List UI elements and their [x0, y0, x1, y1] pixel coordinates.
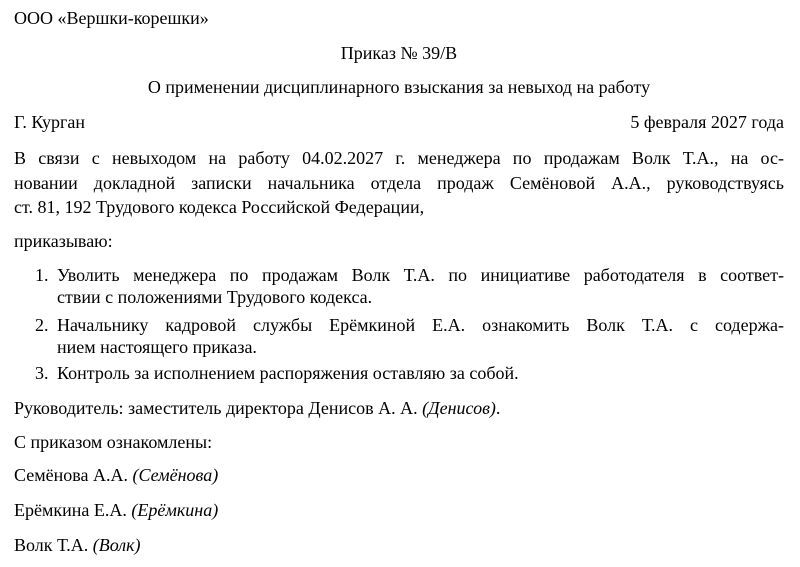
list-item-continuation: нием настоящего приказа. [57, 337, 257, 357]
order-subject: О применении дисциплинарного взыскания за невыход на работу [147, 77, 651, 97]
city-date-row [14, 111, 784, 133]
acknowledged-heading: С приказом ознакомлены: [14, 432, 213, 452]
list-item [35, 314, 784, 358]
list-item [35, 264, 784, 308]
acknowledged-person [14, 499, 218, 521]
organization-name: ООО «Вершки-корешки» [14, 8, 209, 28]
list-item-continuation: ствии с положениями Трудового кодекса. [57, 287, 373, 307]
director-title: Руководитель: заместитель директора Денисов А. А. [14, 398, 418, 418]
list-item-number: 2. [35, 315, 49, 335]
director-signature-line [14, 397, 500, 419]
preamble-line-3: ст. 81, 192 Трудового кодекса Российской Федерации, [14, 197, 425, 217]
list-item-text: Начальнику кадровой службы Ерёмкиной Е.А. ознакомить Волк Т.А. с содержа- [57, 315, 784, 335]
document-page [14, 0, 784, 567]
director-handwritten-signature: (Денисов) [422, 398, 496, 418]
list-item-line [35, 314, 784, 336]
person-signature: (Ерёмкина) [131, 500, 219, 520]
person-signature: (Волк) [92, 535, 141, 555]
list-item-text: Контроль за исполнением распоряжения оставляю за собой. [57, 363, 519, 383]
order-word: приказываю: [14, 231, 113, 251]
list-item-number: 3. [35, 363, 49, 383]
list-item-text: Уволить менеджера по продажам Волк Т.А. по инициативе работодателя в соответ- [57, 265, 784, 285]
list-item [35, 362, 784, 384]
order-date: 5 февраля 2027 года [630, 112, 784, 132]
preamble-line-2: новании докладной записки начальника отдела продаж Семёновой А.А., руководствуясь [14, 173, 784, 193]
preamble-line-1: В связи с невыходом на работу 04.02.2027 г. менеджера по продажам Волк Т.А., на ос- [14, 148, 784, 168]
person-signature: (Семёнова) [132, 465, 219, 485]
order-title: Приказ № 39/В [340, 43, 458, 63]
list-item-line [35, 264, 784, 286]
person-name: Ерёмкина Е.А. [14, 500, 127, 520]
list-item-line [35, 362, 784, 384]
person-name: Волк Т.А. [14, 535, 89, 555]
signature-period: . [495, 398, 501, 418]
acknowledged-person [14, 534, 141, 556]
list-item-number: 1. [35, 265, 49, 285]
acknowledged-person [14, 464, 218, 486]
person-name: Семёнова А.А. [14, 465, 128, 485]
city: Г. Курган [14, 112, 86, 132]
